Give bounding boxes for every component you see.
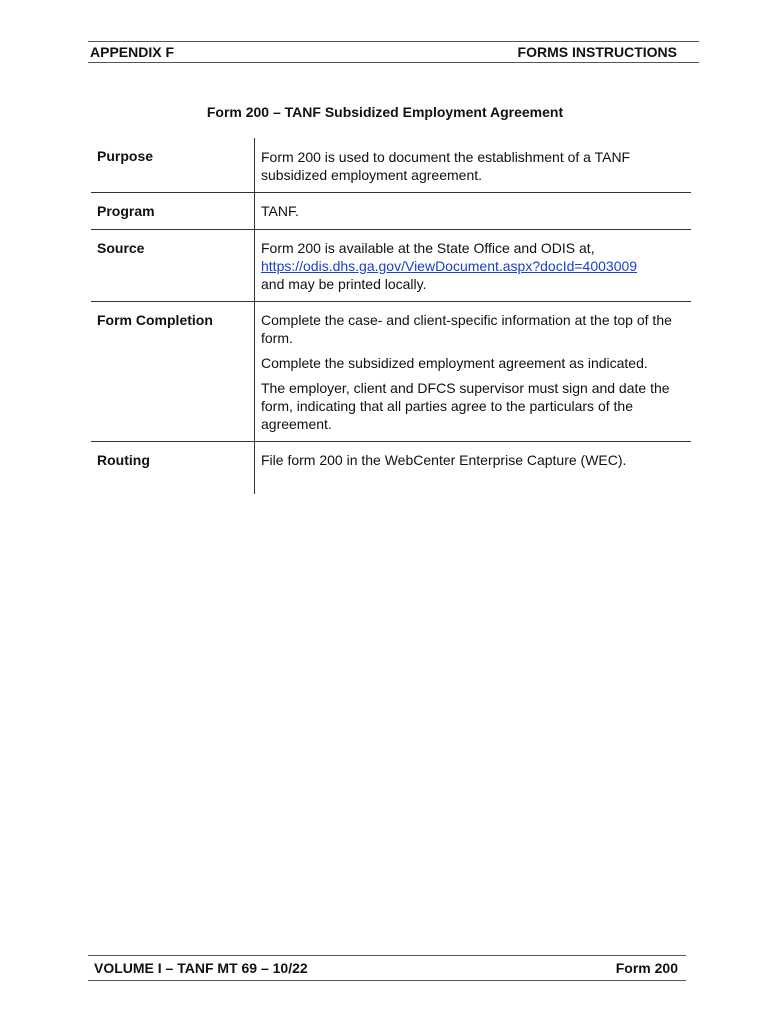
appendix-label: APPENDIX F	[90, 44, 175, 60]
section-label: FORMS INSTRUCTIONS	[517, 44, 677, 60]
page-title: Form 200 – TANF Subsidized Employment Agreement	[206, 104, 564, 120]
table-row	[91, 302, 691, 442]
volume-label: VOLUME I – TANF MT 69 – 10/22	[94, 960, 308, 976]
row-label-program: Program	[91, 193, 255, 229]
table-row	[91, 193, 691, 230]
completion-step-2: Complete the subsidized employment agreement as indicated.	[261, 355, 648, 371]
row-label-purpose: Purpose	[91, 138, 255, 192]
row-label-routing: Routing	[91, 442, 255, 494]
table-row	[91, 442, 691, 494]
instructions-table	[91, 138, 691, 494]
completion-step-3: The employer, client and DFCS supervisor must sign and date the form, indicating that all parties agree to the particulars of the agreement.	[261, 380, 670, 432]
page-footer	[88, 955, 686, 981]
row-content-form-completion	[255, 302, 691, 441]
page-header	[88, 41, 699, 63]
program-text: TANF.	[261, 203, 299, 219]
table-row	[91, 230, 691, 302]
source-text	[261, 239, 685, 293]
purpose-text: Form 200 is used to document the establishment of a TANF subsidized employment agreement.	[261, 149, 631, 183]
source-post-text: and may be printed locally.	[261, 276, 427, 292]
odis-document-link[interactable]: https://odis.dhs.ga.gov/ViewDocument.aspx?docId=4003009	[261, 258, 638, 274]
row-content-purpose	[255, 138, 691, 192]
row-label-form-completion: Form Completion	[91, 302, 255, 441]
table-row	[91, 138, 691, 193]
form-number-label: Form 200	[615, 960, 678, 976]
row-content-program	[255, 193, 691, 229]
routing-text: File form 200 in the WebCenter Enterprise Capture (WEC).	[261, 452, 627, 468]
source-pre-text: Form 200 is available at the State Office and ODIS at,	[261, 240, 595, 256]
row-label-source: Source	[91, 230, 255, 301]
completion-step-1: Complete the case- and client-specific information at the top of the form.	[261, 312, 672, 346]
row-content-source	[255, 230, 691, 301]
row-content-routing	[255, 442, 691, 494]
